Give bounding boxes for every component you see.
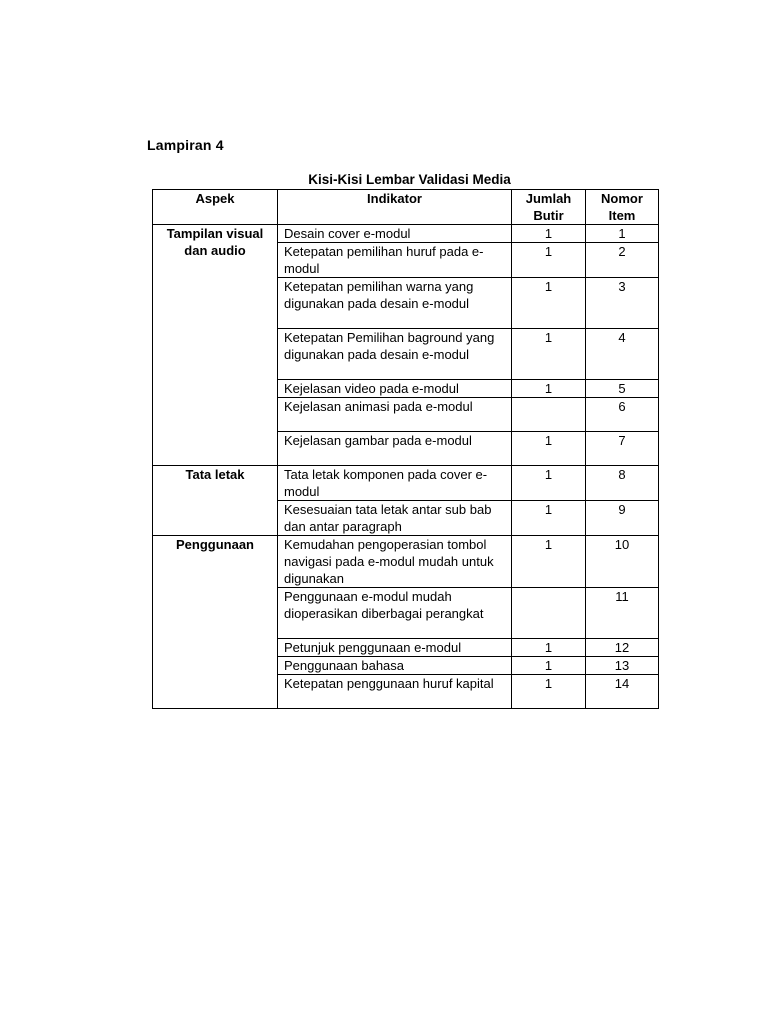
indikator-cell: Ketepatan pemilihan huruf pada e-modul (278, 243, 512, 278)
nomor-item-cell: 3 (586, 278, 659, 329)
jumlah-butir-cell: 1 (512, 278, 586, 329)
aspek-cell: Penggunaan (153, 536, 278, 709)
jumlah-butir-cell: 1 (512, 225, 586, 243)
appendix-label: Lampiran 4 (147, 137, 224, 153)
document-title: Kisi-Kisi Lembar Validasi Media (308, 172, 511, 187)
indikator-cell: Penggunaan bahasa (278, 657, 512, 675)
nomor-item-cell: 1 (586, 225, 659, 243)
indikator-cell: Kemudahan pengoperasian tombol navigasi pada e-modul mudah untuk digunakan (278, 536, 512, 588)
nomor-item-cell: 11 (586, 588, 659, 639)
table-row (153, 536, 659, 588)
jumlah-butir-cell: 1 (512, 466, 586, 501)
indikator-cell: Kesesuaian tata letak antar sub bab dan antar paragraph (278, 501, 512, 536)
indikator-cell: Ketepatan pemilihan warna yang digunakan pada desain e-modul (278, 278, 512, 329)
jumlah-butir-cell: 1 (512, 536, 586, 588)
nomor-item-cell: 4 (586, 329, 659, 380)
indikator-cell: Ketepatan penggunaan huruf kapital (278, 675, 512, 709)
jumlah-butir-cell: 1 (512, 243, 586, 278)
jumlah-butir-cell (512, 398, 586, 432)
nomor-item-cell: 9 (586, 501, 659, 536)
header-nomor-item: Nomor Item (586, 190, 659, 225)
nomor-item-cell: 5 (586, 380, 659, 398)
jumlah-butir-cell: 1 (512, 675, 586, 709)
table-row (153, 225, 659, 243)
jumlah-butir-cell: 1 (512, 501, 586, 536)
jumlah-butir-cell (512, 588, 586, 639)
header-aspek: Aspek (153, 190, 278, 225)
nomor-item-cell: 13 (586, 657, 659, 675)
nomor-item-cell: 2 (586, 243, 659, 278)
nomor-item-cell: 10 (586, 536, 659, 588)
header-indikator: Indikator (278, 190, 512, 225)
jumlah-butir-cell: 1 (512, 639, 586, 657)
validation-grid-table (152, 189, 659, 709)
indikator-cell: Tata letak komponen pada cover e-modul (278, 466, 512, 501)
nomor-item-cell: 7 (586, 432, 659, 466)
jumlah-butir-cell: 1 (512, 329, 586, 380)
nomor-item-cell: 12 (586, 639, 659, 657)
jumlah-butir-cell: 1 (512, 657, 586, 675)
indikator-cell: Desain cover e-modul (278, 225, 512, 243)
jumlah-butir-cell: 1 (512, 380, 586, 398)
aspek-cell: Tampilan visual dan audio (153, 225, 278, 466)
indikator-cell: Kejelasan animasi pada e-modul (278, 398, 512, 432)
aspek-cell: Tata letak (153, 466, 278, 536)
table-header-row (153, 190, 659, 225)
nomor-item-cell: 6 (586, 398, 659, 432)
indikator-cell: Ketepatan Pemilihan baground yang digunakan pada desain e-modul (278, 329, 512, 380)
table-body (153, 225, 659, 709)
header-jumlah-butir: Jumlah Butir (512, 190, 586, 225)
indikator-cell: Petunjuk penggunaan e-modul (278, 639, 512, 657)
table-row (153, 466, 659, 501)
indikator-cell: Kejelasan video pada e-modul (278, 380, 512, 398)
indikator-cell: Kejelasan gambar pada e-modul (278, 432, 512, 466)
nomor-item-cell: 8 (586, 466, 659, 501)
jumlah-butir-cell: 1 (512, 432, 586, 466)
indikator-cell: Penggunaan e-modul mudah dioperasikan diberbagai perangkat (278, 588, 512, 639)
nomor-item-cell: 14 (586, 675, 659, 709)
